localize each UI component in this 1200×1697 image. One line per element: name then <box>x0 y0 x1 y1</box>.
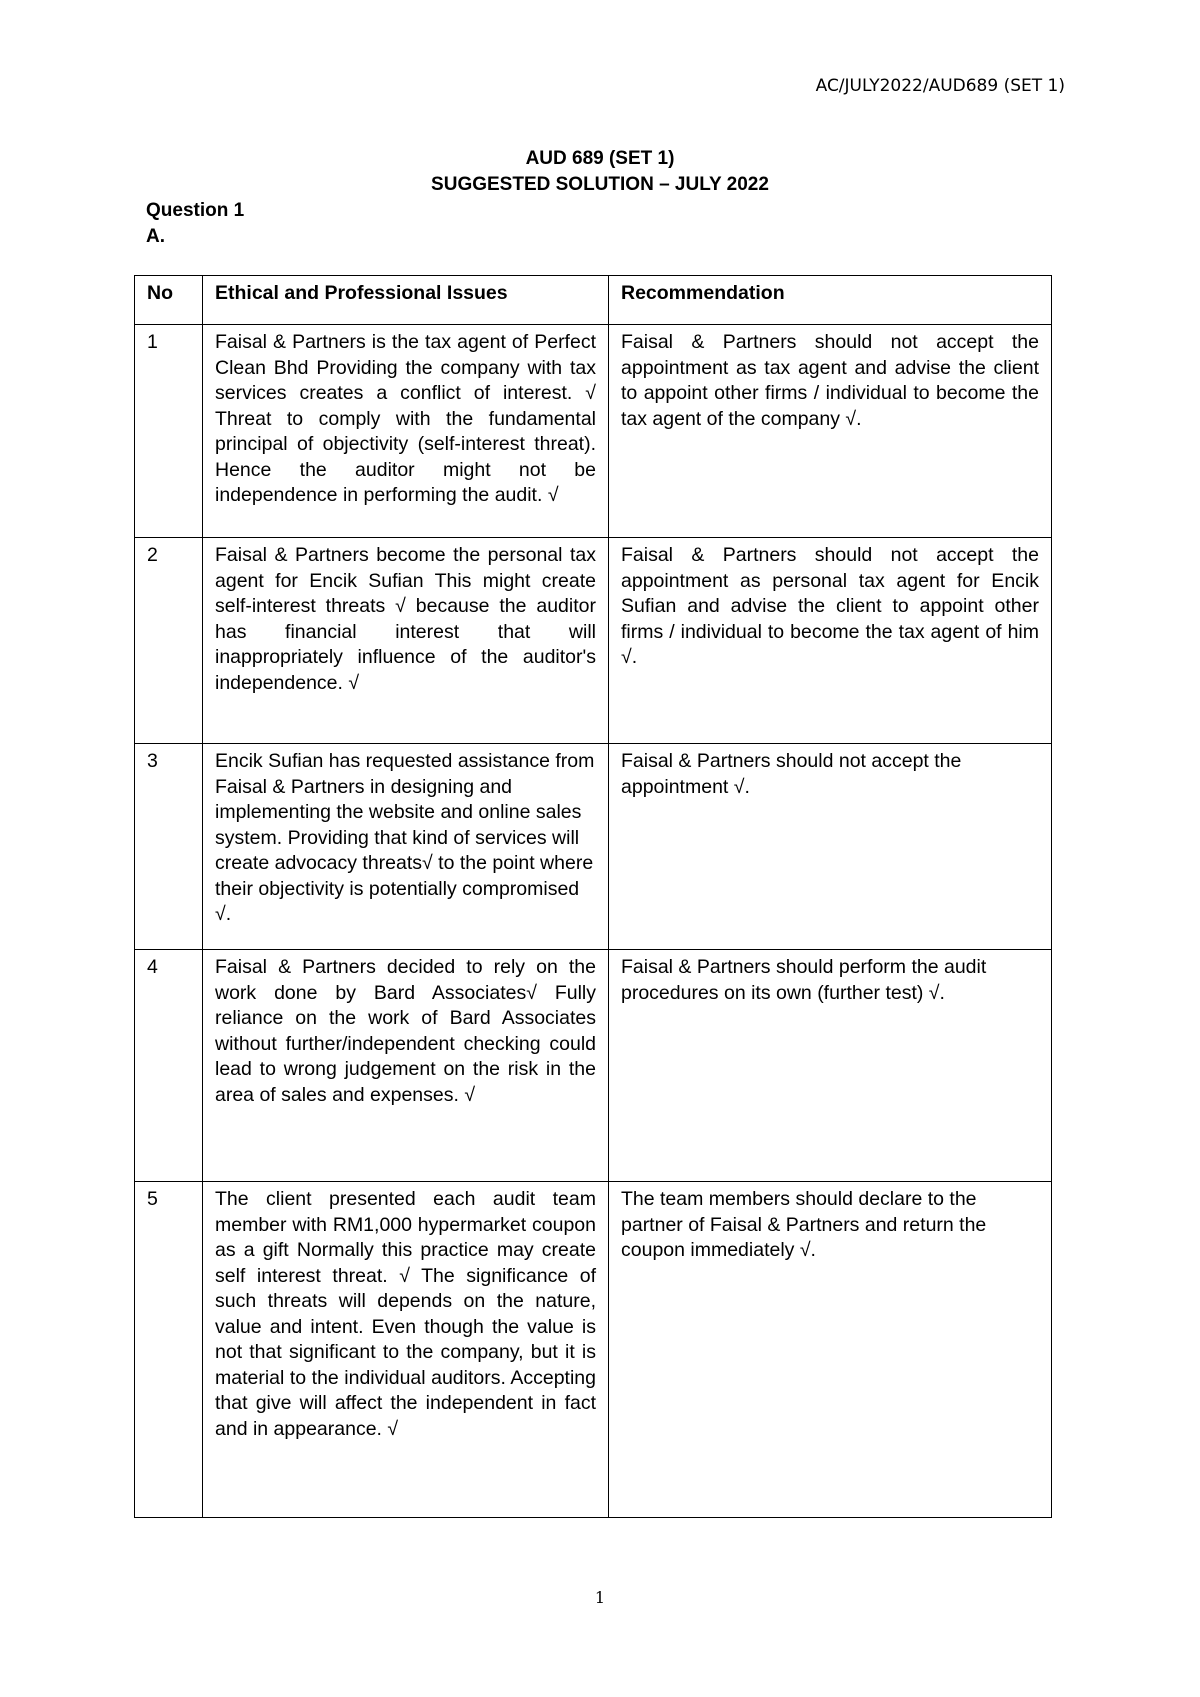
answers-table <box>134 275 1052 1518</box>
issue-cell: Faisal & Partners is the tax agent of Perfect Clean Bhd Providing the company with tax services creates a conflict of interest. √ Threat to comply with the fundamental principal of objectivity (self-interest threat). Hence the auditor might not be independence in performing the audit. √ <box>203 325 609 538</box>
table-row <box>135 950 1052 1182</box>
recommendation-cell: Faisal & Partners should not accept the appointment as personal tax agent for Encik Sufian and advise the client to appoint other firms / individual to become the tax agent of him √. <box>609 538 1052 744</box>
document-title <box>0 146 1200 198</box>
column-header-no: No <box>135 276 203 325</box>
table-row <box>135 1182 1052 1518</box>
row-number: 1 <box>135 325 203 538</box>
title-subtitle: SUGGESTED SOLUTION – JULY 2022 <box>431 174 769 195</box>
issue-cell: Encik Sufian has requested assistance from Faisal & Partners in designing and implementing the website and online sales system. Providing that kind of services will create advocacy threats√ to the point where their objectivity is potentially compromised √. <box>203 744 609 950</box>
row-number: 5 <box>135 1182 203 1518</box>
issue-cell: The client presented each audit team member with RM1,000 hypermarket coupon as a gift Normally this practice may create self interest threat. √ The significance of such threats will depends on the nature, value and intent. Even though the value is not that significant to the company, but it is material to the individual auditors. Accepting that give will affect the independent in fact and in appearance. √ <box>203 1182 609 1518</box>
column-header-recommendation: Recommendation <box>609 276 1052 325</box>
row-number: 2 <box>135 538 203 744</box>
recommendation-cell: Faisal & Partners should perform the audit procedures on its own (further test) √. <box>609 950 1052 1182</box>
recommendation-cell: The team members should declare to the partner of Faisal & Partners and return the coupon immediately √. <box>609 1182 1052 1518</box>
table-row <box>135 538 1052 744</box>
table-row <box>135 744 1052 950</box>
question-heading <box>146 198 244 250</box>
question-label: Question 1 <box>146 200 245 221</box>
issue-cell: Faisal & Partners decided to rely on the work done by Bard Associates√ Fully reliance on the work of Bard Associates without further/independent checking could lead to wrong judgement on the risk in the area of sales and expenses. √ <box>203 950 609 1182</box>
title-course: AUD 689 (SET 1) <box>525 148 675 169</box>
column-header-issue: Ethical and Professional Issues <box>203 276 609 325</box>
page-number: 1 <box>594 1588 606 1607</box>
row-number: 4 <box>135 950 203 1182</box>
question-part: A. <box>146 226 165 247</box>
recommendation-cell: Faisal & Partners should not accept the appointment √. <box>609 744 1052 950</box>
page-header-reference: AC/JULY2022/AUD689 (SET 1) <box>815 76 1065 96</box>
issue-cell: Faisal & Partners become the personal tax agent for Encik Sufian This might create self-interest threats √ because the auditor has financial interest that will inappropriately influence of the auditor's independence. √ <box>203 538 609 744</box>
recommendation-cell: Faisal & Partners should not accept the appointment as tax agent and advise the client to appoint other firms / individual to become the tax agent of the company √. <box>609 325 1052 538</box>
table-header-row <box>135 276 1052 325</box>
table-row <box>135 325 1052 538</box>
row-number: 3 <box>135 744 203 950</box>
